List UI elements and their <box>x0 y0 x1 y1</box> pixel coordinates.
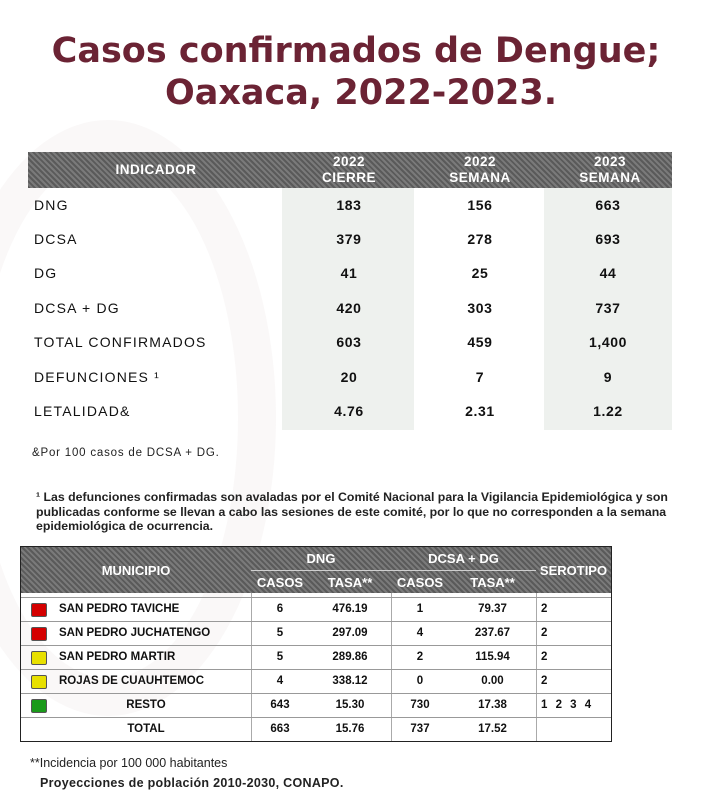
table-row <box>21 693 611 718</box>
table-row <box>21 645 611 670</box>
row-municipio: SAN PEDRO MARTIR <box>59 651 176 663</box>
row-dng-casos: 643 <box>270 699 290 711</box>
table-row <box>21 669 611 694</box>
title-line-2: Oaxaca, 2022-2023. <box>164 73 558 113</box>
row-dcsa-casos: 0 <box>416 675 424 687</box>
row-serotipo: 1 2 3 4 <box>541 699 592 711</box>
header-dcsa-divider <box>391 570 536 572</box>
row-value-2023-semana: 44 <box>599 265 617 281</box>
row-dcsa-casos: 4 <box>416 627 424 639</box>
row-value-2022-semana: 25 <box>471 265 489 281</box>
header-2022-semana <box>420 152 540 188</box>
row-value-2022-semana: 459 <box>467 334 493 350</box>
row-dng-tasa: 15.76 <box>335 723 365 735</box>
row-dng-casos: 5 <box>276 627 284 639</box>
row-value-2022-cierre: 4.76 <box>334 403 364 419</box>
municipios-table <box>20 546 612 742</box>
header-2023-semana-year: 2023 <box>593 154 627 169</box>
row-label: DCSA + DG <box>34 300 120 316</box>
table-row <box>28 256 672 290</box>
header-municipio: MUNICIPIO <box>101 563 171 578</box>
row-serotipo: 2 <box>541 627 548 639</box>
header-2022-cierre <box>289 152 409 188</box>
row-value-2023-semana: 737 <box>595 300 621 316</box>
risk-indicator-yellow <box>31 675 47 689</box>
header-2022-cierre-label: CIERRE <box>321 170 376 185</box>
row-dcsa-tasa: 237.67 <box>474 627 511 639</box>
row-value-2023-semana: 693 <box>595 231 621 247</box>
header-indicador <box>28 152 284 188</box>
row-label: DCSA <box>34 231 78 247</box>
row-value-2022-cierre: 420 <box>336 300 362 316</box>
row-dcsa-tasa: 115.94 <box>475 651 510 663</box>
row-serotipo: 2 <box>541 651 548 663</box>
title-line-1: Casos confirmados de Dengue; <box>51 31 661 71</box>
row-value-2022-cierre: 20 <box>340 369 358 385</box>
row-value-2023-semana: 1,400 <box>588 334 628 350</box>
footnote-incidencia: **Incidencia por 100 000 habitantes <box>30 756 228 770</box>
table-row <box>28 394 672 428</box>
row-serotipo: 2 <box>541 675 548 687</box>
header-dng-tasa: TASA** <box>327 575 373 590</box>
row-municipio: SAN PEDRO TAVICHE <box>59 603 180 615</box>
row-dng-tasa: 289.86 <box>332 651 368 663</box>
row-dcsa-casos: 2 <box>416 651 424 663</box>
row-label: DG <box>34 265 58 281</box>
header-dcsa-dg: DCSA + DG <box>428 551 499 566</box>
row-label: DNG <box>34 197 69 213</box>
row-value-2022-cierre: 603 <box>336 334 362 350</box>
row-municipio: RESTO <box>126 699 166 711</box>
table-row <box>28 291 672 325</box>
header-2022-semana-year: 2022 <box>463 154 497 169</box>
table-row <box>28 325 672 359</box>
row-value-2023-semana: 1.22 <box>593 403 623 419</box>
row-dng-tasa: 476.19 <box>332 603 368 615</box>
row-municipio: TOTAL <box>127 723 165 735</box>
table-row <box>28 360 672 394</box>
row-dng-casos: 5 <box>276 651 284 663</box>
page-title <box>0 30 712 114</box>
indicators-table <box>28 152 672 419</box>
table-row-total <box>21 717 611 742</box>
row-dcsa-tasa: 17.52 <box>478 723 507 735</box>
note-defunciones: ¹ Las defunciones confirmadas son avaladas por el Comité Nacional para la Vigilancia Epidemiológica y son publicadas conforme se llevan a cabo las sesiones de este comité, por lo que no corresponden a la semana epidemiológica de ocurrencia. <box>36 490 668 533</box>
row-dcsa-casos: 1 <box>416 603 424 615</box>
note-por-100-casos: &Por 100 casos de DCSA + DG. <box>32 447 220 459</box>
header-2023-semana <box>548 152 672 188</box>
row-dng-casos: 6 <box>276 603 284 615</box>
row-label: LETALIDAD& <box>34 403 131 419</box>
row-value-2023-semana: 663 <box>595 197 621 213</box>
row-value-2022-cierre: 379 <box>336 231 362 247</box>
row-dcsa-casos: 730 <box>410 699 430 711</box>
header-2022-cierre-year: 2022 <box>332 154 366 169</box>
table-row <box>28 222 672 256</box>
row-value-2022-semana: 303 <box>467 300 493 316</box>
footnote-proyecciones: Proyecciones de población 2010-2030, CONAPO. <box>40 776 344 790</box>
header-dng: DNG <box>306 551 336 566</box>
row-value-2022-cierre: 183 <box>336 197 362 213</box>
row-dng-casos: 4 <box>276 675 284 687</box>
indicators-table-header <box>28 152 672 188</box>
row-dcsa-casos: 737 <box>410 723 430 735</box>
header-2022-semana-label: SEMANA <box>449 170 511 185</box>
row-dcsa-tasa: 17.38 <box>478 699 507 711</box>
header-dng-casos: CASOS <box>256 575 304 590</box>
row-value-2022-cierre: 41 <box>340 265 358 281</box>
risk-indicator-yellow <box>31 651 47 665</box>
row-dcsa-tasa: 0.00 <box>481 675 504 687</box>
row-label: DEFUNCIONES ¹ <box>34 369 161 385</box>
row-serotipo: 2 <box>541 603 548 615</box>
row-value-2023-semana: 9 <box>603 369 613 385</box>
risk-indicator-red <box>31 627 47 641</box>
row-dng-tasa: 338.12 <box>332 675 368 687</box>
header-2023-semana-label: SEMANA <box>579 170 641 185</box>
row-value-2022-semana: 7 <box>475 369 485 385</box>
header-indicador-label: INDICADOR <box>115 162 197 177</box>
row-value-2022-semana: 156 <box>467 197 493 213</box>
row-dng-casos: 663 <box>270 723 290 735</box>
table-row <box>21 597 611 622</box>
header-serotipo: SEROTIPO <box>539 563 608 578</box>
row-municipio: ROJAS DE CUAUHTEMOC <box>59 675 205 687</box>
table-row <box>28 188 672 222</box>
row-label: TOTAL CONFIRMADOS <box>34 334 207 350</box>
header-dcsa-casos: CASOS <box>396 575 444 590</box>
row-dng-tasa: 297.09 <box>332 627 368 639</box>
row-dng-tasa: 15.30 <box>335 699 365 711</box>
header-dng-divider <box>251 570 391 572</box>
header-dcsa-tasa: TASA** <box>470 575 515 590</box>
table-row <box>21 621 611 646</box>
row-municipio: SAN PEDRO JUCHATENGO <box>59 627 211 639</box>
row-dcsa-tasa: 79.37 <box>478 603 507 615</box>
municipios-table-header <box>21 547 611 593</box>
risk-indicator-red <box>31 603 47 617</box>
row-value-2022-semana: 278 <box>467 231 493 247</box>
row-value-2022-semana: 2.31 <box>465 403 495 419</box>
